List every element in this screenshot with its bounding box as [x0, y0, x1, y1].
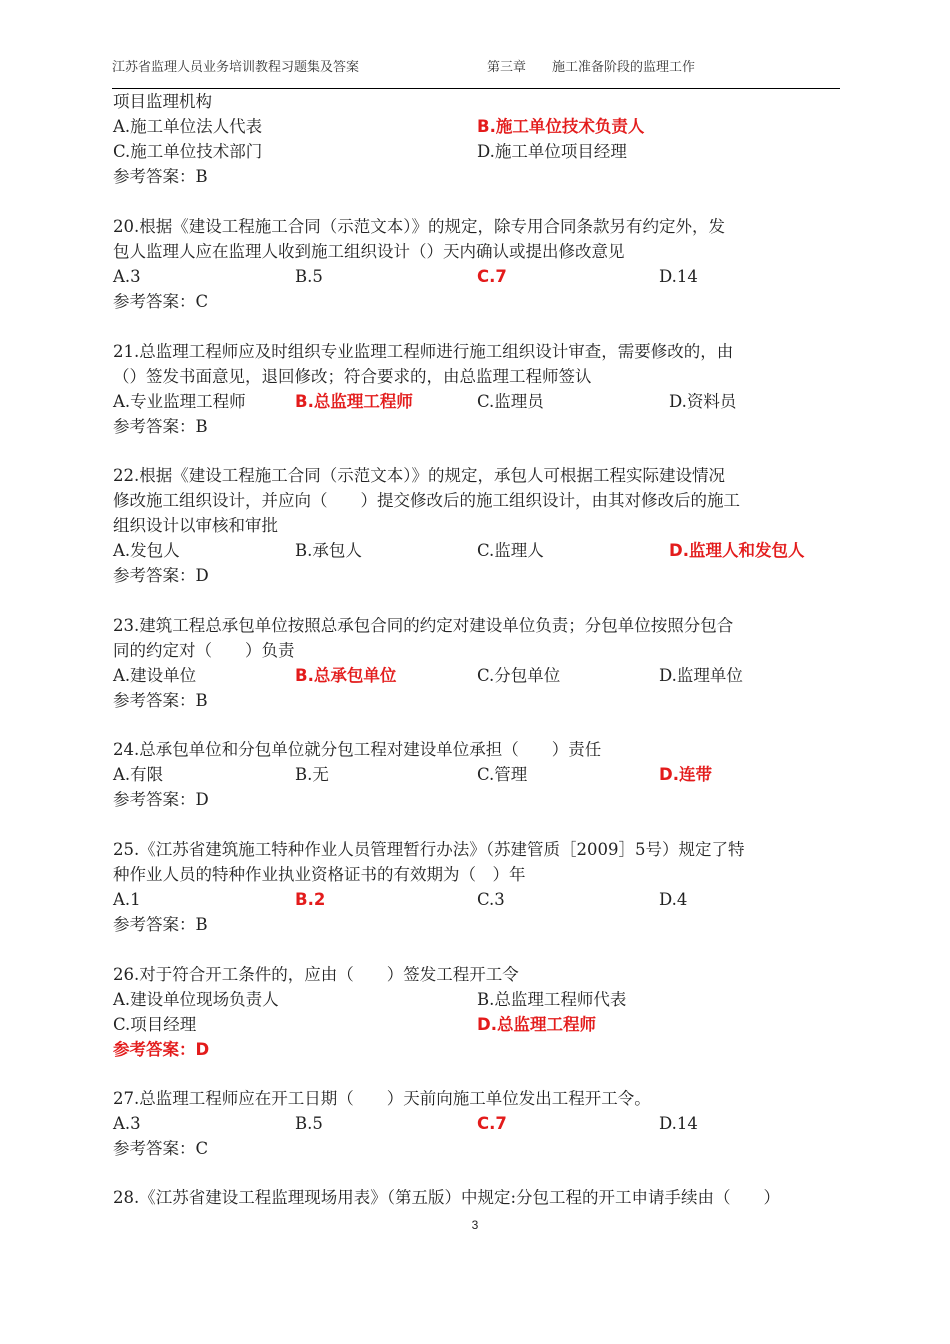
q25-option-c: C.3: [477, 890, 505, 909]
header-book-title: 江苏省监理人员业务培训教程习题集及答案: [112, 60, 360, 75]
q21-stem-line2: （）签发书面意见，退回修改；符合要求的，由总监理工程师签认: [113, 367, 592, 386]
q27-option-d: D.14: [659, 1114, 698, 1133]
q19-option-b-correct: B.施工单位技术负责人: [477, 117, 645, 136]
q22-stem-line2: 修改施工组织设计，并应向（ ）提交修改后的施工组织设计，由其对修改后的施工: [113, 491, 740, 510]
q24-option-a: A.有限: [113, 765, 164, 784]
q20-answer: 参考答案：C: [113, 292, 209, 311]
q27-answer: 参考答案：C: [113, 1139, 209, 1158]
q27-stem-line1: 27.总监理工程师应在开工日期（ ）天前向施工单位发出工程开工令。: [113, 1089, 651, 1108]
q20-option-c-correct: C.7: [477, 267, 507, 286]
q25-answer: 参考答案：B: [113, 915, 208, 934]
q21-option-d: D.资料员: [669, 392, 737, 411]
q21-answer: 参考答案：B: [113, 417, 208, 436]
q19-option-c: C.施工单位技术部门: [113, 142, 263, 161]
q19-stem: 项目监理机构: [113, 92, 212, 111]
q24-option-d-correct: D.连带: [659, 765, 712, 784]
q20-option-a: A.3: [113, 267, 141, 286]
q26-option-c: C.项目经理: [113, 1015, 197, 1034]
q26-answer: 参考答案：D: [113, 1040, 210, 1059]
q25-option-b-correct: B.2: [295, 890, 326, 909]
q26-option-d-correct: D.总监理工程师: [477, 1015, 596, 1034]
q24-answer: 参考答案：D: [113, 790, 209, 809]
header-chapter-title: 第三章 施工准备阶段的监理工作: [487, 60, 696, 75]
q23-answer: 参考答案：B: [113, 691, 208, 710]
q21-option-a: A.专业监理工程师: [113, 392, 246, 411]
q22-option-d-correct: D.监理人和发包人: [669, 541, 805, 560]
q20-option-d: D.14: [659, 267, 698, 286]
q22-option-a: A.发包人: [113, 541, 180, 560]
page-number: 3: [471, 1218, 479, 1232]
q22-stem-line1: 22.根据《建设工程施工合同（示范文本）》的规定，承包人可根据工程实际建设情况: [113, 466, 725, 485]
q25-option-d: D.4: [659, 890, 688, 909]
q22-answer: 参考答案：D: [113, 566, 209, 585]
page-header: [112, 56, 840, 76]
q19-option-a: A.施工单位法人代表: [113, 117, 263, 136]
q23-option-b-correct: B.总承包单位: [295, 666, 397, 685]
q28-stem-line1: 28.《江苏省建设工程监理现场用表》（第五版）中规定:分包工程的开工申请手续由（ ）: [113, 1188, 781, 1207]
q27-option-b: B.5: [295, 1114, 323, 1133]
q23-stem-line2: 同的约定对（ ）负责: [113, 641, 295, 660]
q23-option-a: A.建设单位: [113, 666, 197, 685]
q27-option-a: A.3: [113, 1114, 141, 1133]
q23-stem-line1: 23.建筑工程总承包单位按照总承包合同的约定对建设单位负责；分包单位按照分包合: [113, 616, 734, 635]
q26-option-b: B.总监理工程师代表: [477, 990, 627, 1009]
q23-option-c: C.分包单位: [477, 666, 561, 685]
q20-stem-line1: 20.根据《建设工程施工合同（示范文本）》的规定，除专用合同条款另有约定外，发: [113, 217, 725, 236]
q19-option-d: D.施工单位项目经理: [477, 142, 627, 161]
q23-option-d: D.监理单位: [659, 666, 743, 685]
q22-option-b: B.承包人: [295, 541, 362, 560]
q25-stem-line2: 种作业人员的特种作业执业资格证书的有效期为（ ）年: [113, 865, 526, 884]
q21-option-c: C.监理员: [477, 392, 544, 411]
q21-option-b-correct: B.总监理工程师: [295, 392, 413, 411]
q24-option-b: B.无: [295, 765, 329, 784]
header-divider: [112, 88, 840, 89]
q22-stem-line3: 组织设计以审核和审批: [113, 516, 278, 535]
q21-stem-line1: 21.总监理工程师应及时组织专业监理工程师进行施工组织设计审查，需要修改的，由: [113, 342, 734, 361]
q24-stem-line1: 24.总承包单位和分包单位就分包工程对建设单位承担（ ）责任: [113, 740, 602, 759]
q20-option-b: B.5: [295, 267, 323, 286]
q25-stem-line1: 25.《江苏省建筑施工特种作业人员管理暂行办法》（苏建管质［2009］5号）规定了特: [113, 840, 745, 859]
q26-stem-line1: 26.对于符合开工条件的，应由（ ）签发工程开工令: [113, 965, 519, 984]
q27-option-c-correct: C.7: [477, 1114, 507, 1133]
q26-option-a: A.建设单位现场负责人: [113, 990, 279, 1009]
q19-answer: 参考答案：B: [113, 167, 208, 186]
q22-option-c: C.监理人: [477, 541, 544, 560]
q24-option-c: C.管理: [477, 765, 528, 784]
q20-stem-line2: 包人监理人应在监理人收到施工组织设计（）天内确认或提出修改意见: [113, 242, 625, 261]
q25-option-a: A.1: [113, 890, 141, 909]
